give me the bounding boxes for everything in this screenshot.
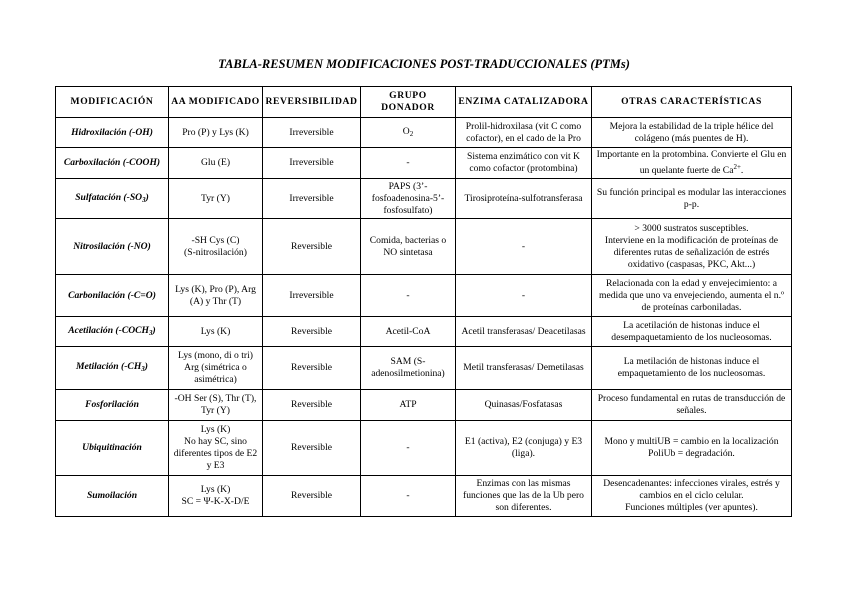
- donor-cell: ATP: [361, 390, 456, 421]
- enzyme-cell: Enzimas con las mismas funciones que las de la Ub pero son diferentes.: [456, 476, 592, 517]
- modification-cell: [56, 347, 169, 390]
- modification-cell: Ubiquitinación: [56, 421, 169, 476]
- donor-subscript: 2: [409, 129, 414, 138]
- modification-text: Metilación (-CH: [76, 361, 142, 372]
- modification-cell: Carbonilación (-C=O): [56, 275, 169, 317]
- aa-cell: [169, 219, 263, 275]
- donor-text: O: [402, 125, 410, 137]
- donor-cell: [361, 118, 456, 148]
- aa-line: Lys (K): [200, 484, 231, 495]
- header-otras-caracteristicas: OTRAS CARACTERÍSTICAS: [592, 87, 792, 118]
- reversibility-cell: Reversible: [263, 390, 361, 421]
- modification-cell: Nitrosilación (-NO): [56, 219, 169, 275]
- page-title: TABLA-RESUMEN MODIFICACIONES POST-TRADUCCIONALES (PTMs): [218, 57, 630, 71]
- other-cell: Su función principal es modular las interacciones p-p.: [592, 179, 792, 219]
- table-header-row: [56, 87, 792, 118]
- aa-line: SC = Ψ-K-X-D/E: [181, 496, 250, 507]
- aa-line: (S-nitrosilación): [184, 246, 247, 258]
- modification-tail: ): [144, 361, 148, 372]
- modification-cell: Carboxilación (-COOH): [56, 148, 169, 179]
- aa-cell: Tyr (Y): [169, 179, 263, 219]
- enzyme-cell: -: [456, 219, 592, 275]
- table-row: [56, 148, 792, 179]
- other-line: PoliUb = degradación.: [648, 448, 735, 459]
- aa-cell: Lys (K): [169, 317, 263, 347]
- other-cell: La acetilación de histonas induce el desempaquetamiento de los nucleosomas.: [592, 317, 792, 347]
- other-cell: Proceso fundamental en rutas de transducción de señales.: [592, 390, 792, 421]
- modification-cell: Hidroxilación (-OH): [56, 118, 169, 148]
- header-enzima-catalizadora: ENZIMA CATALIZADORA: [456, 87, 592, 118]
- reversibility-cell: Reversible: [263, 476, 361, 517]
- enzyme-cell: -: [456, 275, 592, 317]
- table-row: [56, 275, 792, 317]
- enzyme-cell: Prolil-hidroxilasa (vit C como cofactor), en el cado de la Pro: [456, 118, 592, 148]
- header-grupo-donador: GRUPO DONADOR: [361, 87, 456, 118]
- other-line: Desencadenantes: infecciones virales, estrés y cambios en el ciclo celular.: [603, 478, 780, 501]
- header-modificacion: MODIFICACIÓN: [56, 87, 169, 118]
- modification-tail: ): [152, 324, 156, 336]
- ptm-summary-table: [55, 86, 792, 517]
- other-cell: [592, 148, 792, 179]
- reversibility-cell: Reversible: [263, 317, 361, 347]
- other-cell: [592, 421, 792, 476]
- modification-subscript: 3: [142, 195, 146, 204]
- modification-subscript: 3: [141, 365, 145, 373]
- modification-text: Sulfatación (-SO: [75, 191, 143, 203]
- enzyme-cell: Tirosiproteína-sulfotransferasa: [456, 179, 592, 219]
- table-row: [56, 317, 792, 347]
- donor-cell: Acetil-CoA: [361, 317, 456, 347]
- table-row: [56, 179, 792, 219]
- other-superscript: 2+: [733, 163, 741, 171]
- modification-subscript: 3: [149, 328, 153, 337]
- donor-cell: -: [361, 275, 456, 317]
- table-row: [56, 118, 792, 148]
- reversibility-cell: Irreversible: [263, 179, 361, 219]
- table-row: [56, 390, 792, 421]
- aa-cell: Lys (K), Pro (P), Arg (A) y Thr (T): [169, 275, 263, 317]
- header-reversibilidad: REVERSIBILIDAD: [263, 87, 361, 118]
- modification-tail: ): [145, 191, 149, 203]
- table-row: [56, 219, 792, 275]
- modification-cell: [56, 317, 169, 347]
- aa-cell: Pro (P) y Lys (K): [169, 118, 263, 148]
- donor-cell: -: [361, 476, 456, 517]
- other-text: Importante en la protombina. Convierte el Glu en un quelante fuerte de Ca: [596, 149, 787, 176]
- donor-cell: Comida, bacterias o NO sintetasa: [361, 219, 456, 275]
- reversibility-cell: Reversible: [263, 219, 361, 275]
- enzyme-cell: Metil transferasas/ Demetilasas: [456, 347, 592, 390]
- aa-cell: [169, 476, 263, 517]
- aa-line: -SH Cys (C): [191, 234, 240, 246]
- other-line: > 3000 sustratos susceptibles.: [634, 222, 749, 234]
- aa-line: No hay SC, sino diferentes tipos de E2 y E3: [173, 436, 258, 471]
- donor-cell: PAPS (3’-fosfoadenosina-5’-fosfosulfato): [361, 179, 456, 219]
- header-aa-modificado: AA MODIFICADO: [169, 87, 263, 118]
- modification-text: Acetilación (-COCH: [68, 324, 150, 336]
- table-row: [56, 421, 792, 476]
- donor-cell: -: [361, 421, 456, 476]
- aa-line: Lys (K): [200, 424, 231, 435]
- other-cell: [592, 476, 792, 517]
- enzyme-cell: E1 (activa), E2 (conjuga) y E3 (liga).: [456, 421, 592, 476]
- modification-cell: Sumoilación: [56, 476, 169, 517]
- aa-cell: -OH Ser (S), Thr (T), Tyr (Y): [169, 390, 263, 421]
- other-cell: Relacionada con la edad y envejecimiento: a medida que uno va envejeciendo, aumenta el n.º de proteínas carboniladas.: [592, 275, 792, 317]
- enzyme-cell: Sistema enzimático con vit K como cofactor (protombina): [456, 148, 592, 179]
- donor-cell: -: [361, 148, 456, 179]
- other-line: Mono y multiUB = cambio en la localización: [604, 436, 779, 447]
- donor-cell: SAM (S-adenosilmetionina): [361, 347, 456, 390]
- table-row: [56, 476, 792, 517]
- aa-cell: Glu (E): [169, 148, 263, 179]
- other-line: Funciones múltiples (ver apuntes).: [625, 502, 758, 513]
- aa-cell: Lys (mono, di o tri) Arg (simétrica o asimétrica): [169, 347, 263, 390]
- enzyme-cell: Quinasas/Fosfatasas: [456, 390, 592, 421]
- modification-cell: Fosforilación: [56, 390, 169, 421]
- other-cell: La metilación de histonas induce el empaquetamiento de los nucleosomas.: [592, 347, 792, 390]
- other-line: Interviene en la modificación de proteínas de diferentes rutas de señalización de estrés oxidativo (caspasas, PKC, Akt...): [604, 234, 779, 270]
- other-cell: Mejora la estabilidad de la triple hélice del colágeno (más puentes de H).: [592, 118, 792, 148]
- other-tail: .: [740, 165, 744, 176]
- other-cell: [592, 219, 792, 275]
- aa-cell: [169, 421, 263, 476]
- reversibility-cell: Irreversible: [263, 275, 361, 317]
- enzyme-cell: Acetil transferasas/ Deacetilasas: [456, 317, 592, 347]
- reversibility-cell: Irreversible: [263, 148, 361, 179]
- reversibility-cell: Reversible: [263, 347, 361, 390]
- reversibility-cell: Reversible: [263, 421, 361, 476]
- table-row: [56, 347, 792, 390]
- modification-cell: [56, 179, 169, 219]
- reversibility-cell: Irreversible: [263, 118, 361, 148]
